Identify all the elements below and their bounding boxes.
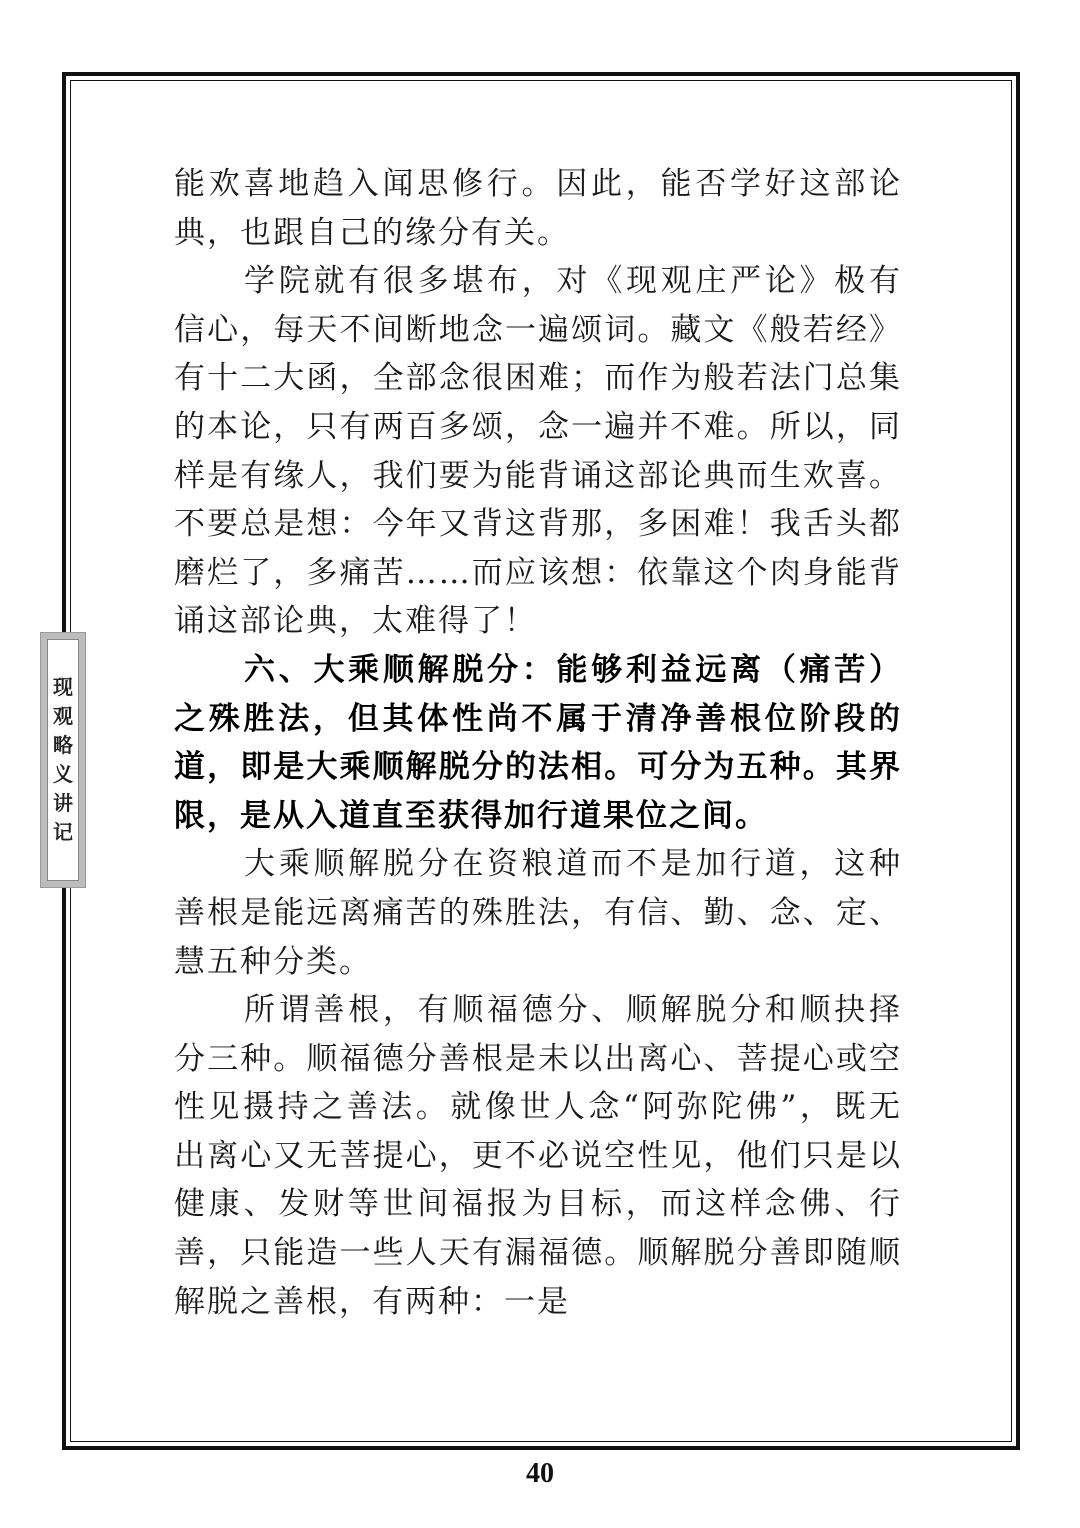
book-title-vertical: 现观略义讲记 <box>53 675 73 844</box>
paragraph-2: 学院就有很多堪布，对《现观庄严论》极有信心，每天不间断地念一遍颂词。藏文《般若经》有十二大函，全部念很困难；而作为般若法门总集的本论，只有两百多颂，念一遍并不难。所以，同样是有缘人，我们要为能背诵这部论典而生欢喜。不要总是想：今年又背这背那，多困难！我舌头都磨烂了，多痛苦……而应该想：依靠这个肉身能背诵这部论典，太难得了！ <box>174 263 902 640</box>
paragraph-1: 能欢喜地趋入闻思修行。因此，能否学好这部论典，也跟自己的缘分有关。 <box>174 166 902 251</box>
body-text <box>174 160 902 1326</box>
paragraph-4: 大乘顺解脱分在资粮道而不是加行道，这种善根是能远离痛苦的殊胜法，有信、勤、念、定、慧五种分类。 <box>174 846 902 980</box>
side-tab-inner <box>47 639 79 881</box>
section-heading-paragraph: 六、大乘顺解脱分：能够利益远离（痛苦）之殊胜法，但其体性尚不属于清净善根位阶段的道，即是大乘顺解脱分的法相。可分为五种。其界限，是从入道直至获得加行道果位之间。 <box>174 651 902 834</box>
paragraph-5: 所谓善根，有顺福德分、顺解脱分和顺抉择分三种。顺福德分善根是未以出离心、菩提心或空性见摄持之善法。就像世人念“阿弥陀佛”，既无出离心又无菩提心，更不必说空性见，他们只是以健康、发财等世间福报为目标，而这样念佛、行善，只能造一些人天有漏福德。顺解脱分善即随顺解脱之善根，有两种：一是 <box>174 992 902 1320</box>
side-tab <box>40 632 86 888</box>
page-number: 40 <box>526 1458 554 1489</box>
